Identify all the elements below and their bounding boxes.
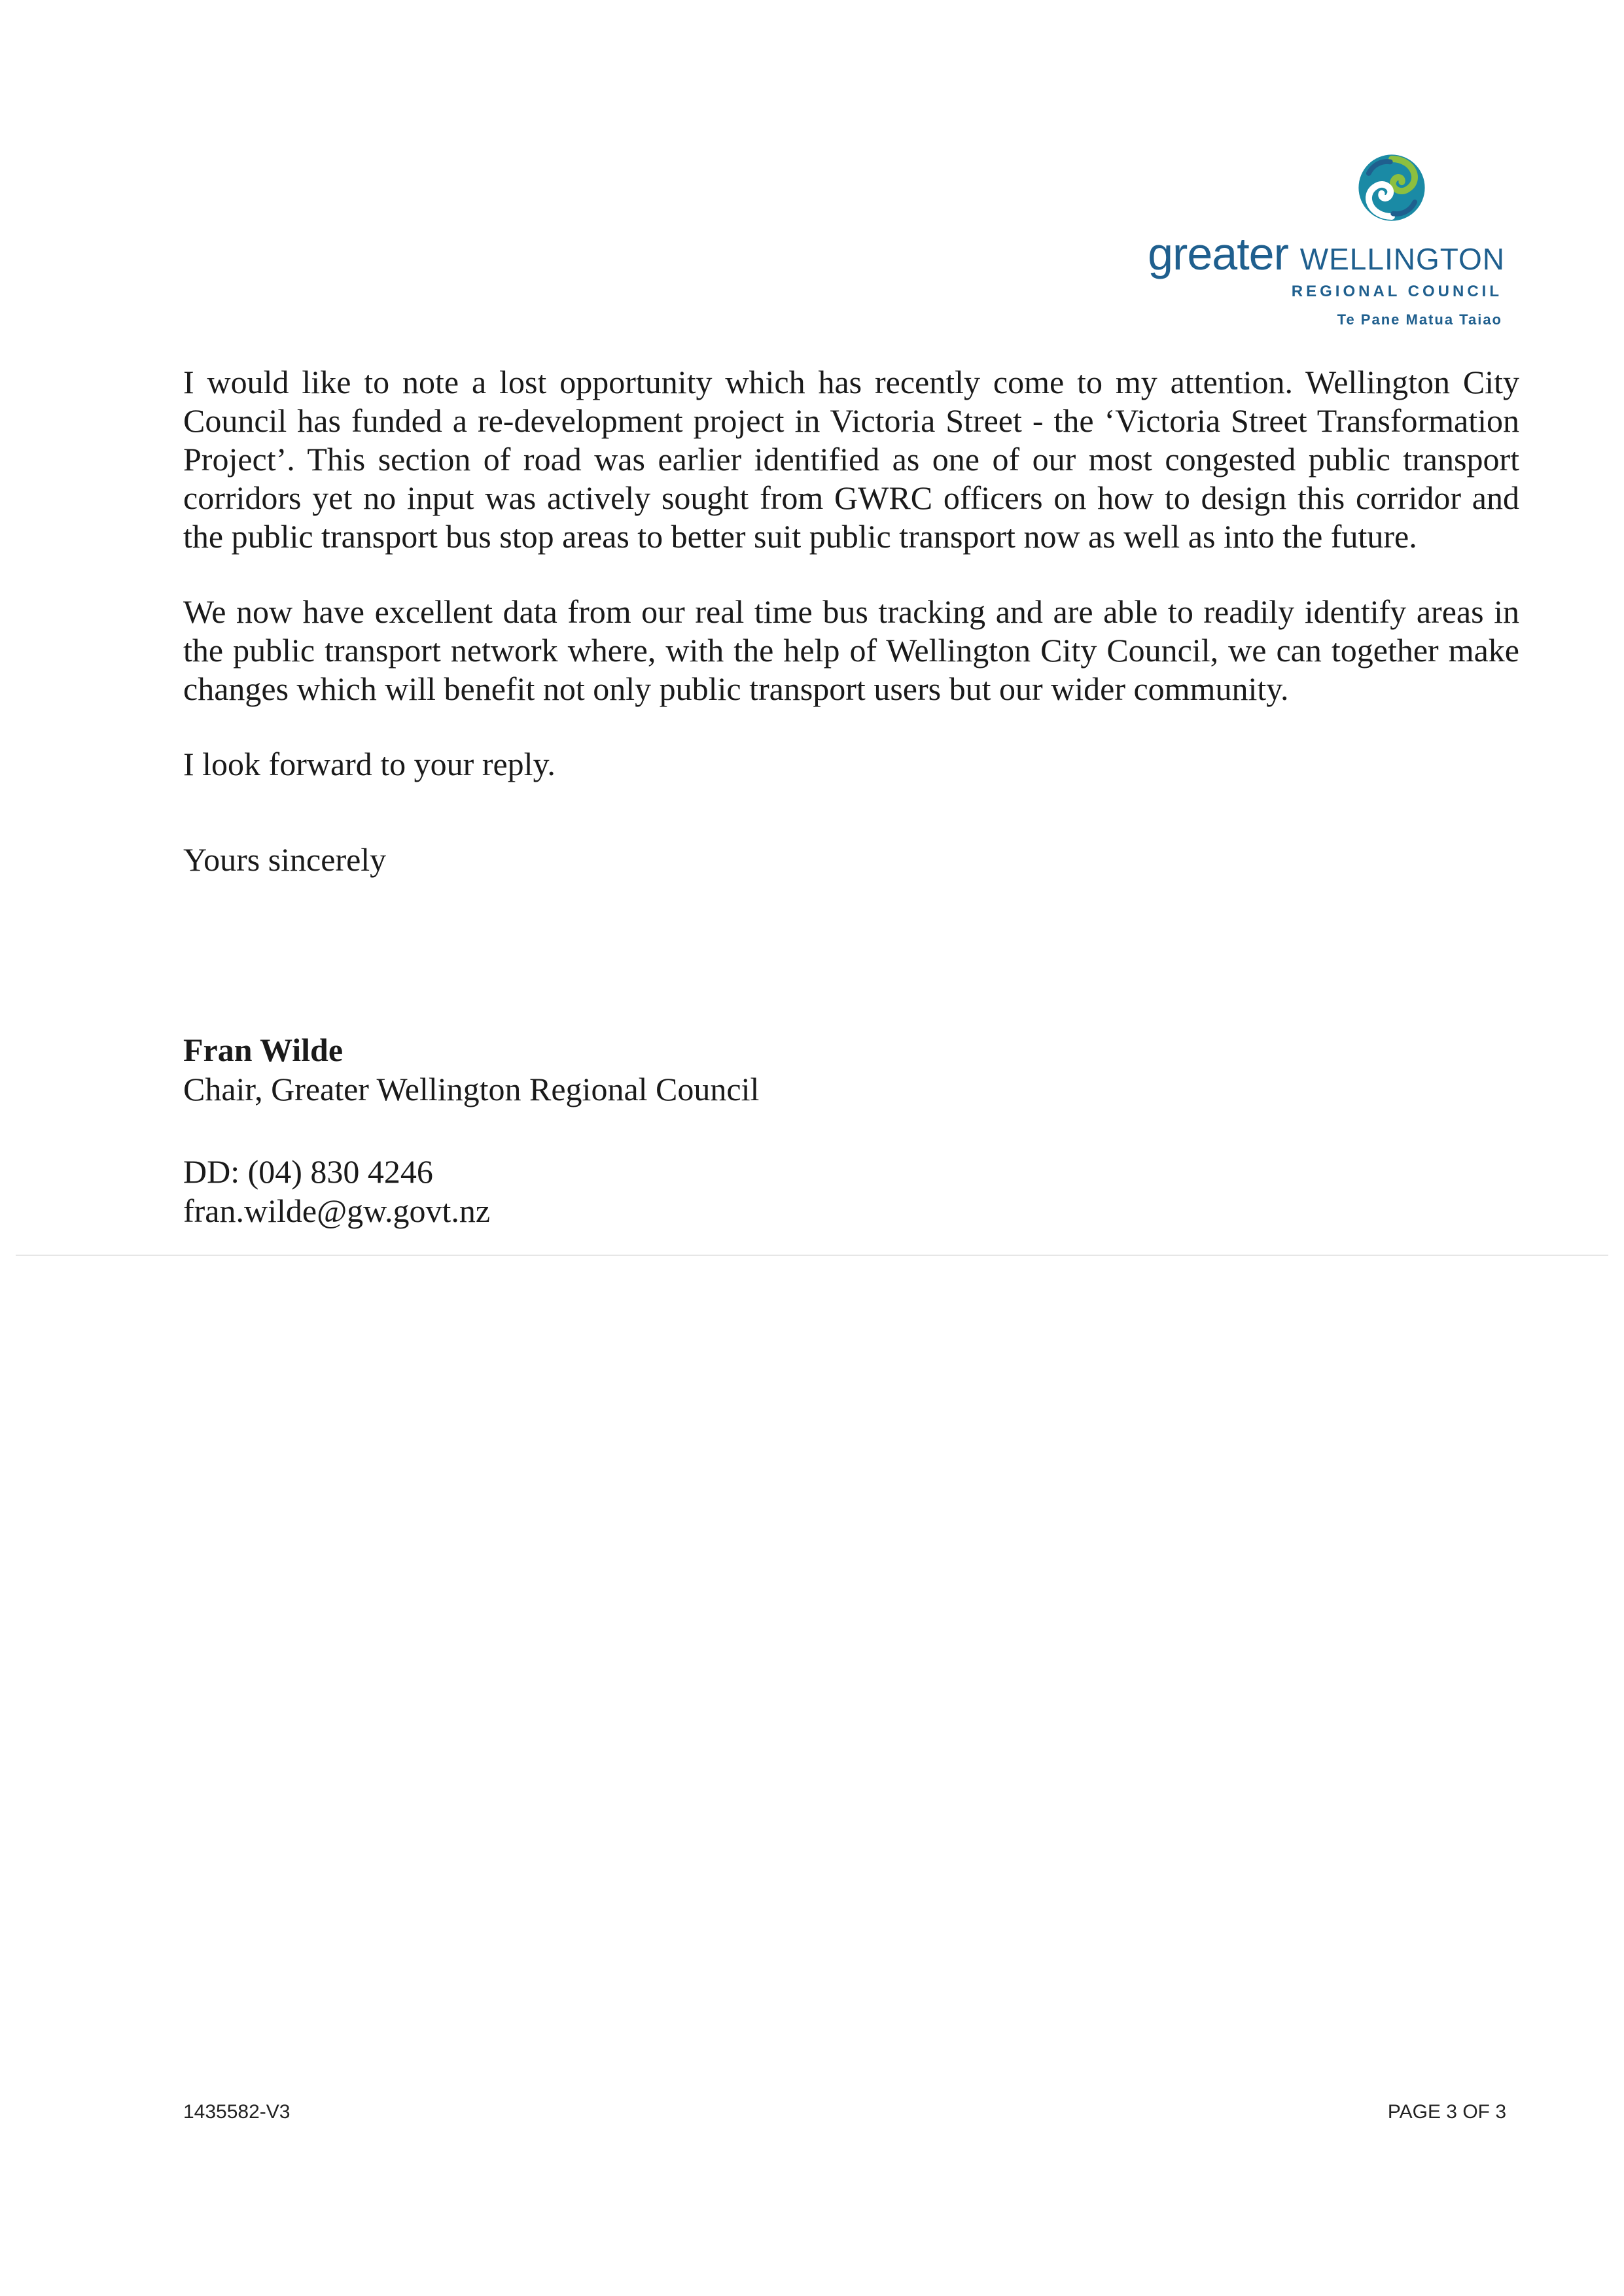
signatory-title: Chair, Greater Wellington Regional Council (183, 1071, 760, 1107)
signatory-name: Fran Wilde (183, 1032, 344, 1068)
body-paragraph: We now have excellent data from our real time bus tracking and are able to readily identify areas in the public transport network where, with the help of Wellington City Council, we can together make changes which will benefit not only public transport users but our wider community. (183, 593, 1519, 707)
logo-maori-name: Te Pane Matua Taiao (1337, 311, 1502, 328)
logo-wordmark (1148, 230, 1505, 283)
logo-word-wellington: WELLINGTON (1299, 242, 1505, 276)
closing-salutation: Yours sincerely (183, 841, 387, 878)
document-id: 1435582-V3 (183, 2101, 291, 2123)
signatory-phone: DD: (04) 830 4246 (183, 1153, 433, 1190)
gwrc-logo (1139, 152, 1505, 328)
gwrc-swirl-icon (1356, 152, 1428, 224)
page-number: PAGE 3 OF 3 (1387, 2101, 1506, 2123)
logo-regional-council: REGIONAL COUNCIL (1291, 283, 1502, 300)
body-paragraph: I look forward to your reply. (183, 746, 556, 782)
signatory-email: fran.wilde@gw.govt.nz (183, 1192, 491, 1229)
letter-body (183, 363, 1519, 784)
divider (16, 1255, 1608, 1256)
logo-word-greater: greater (1148, 228, 1288, 279)
body-paragraph: I would like to note a lost opportunity which has recently come to my attention. Wellington City Council has funded a re-development project in Victoria Street - the ‘Victoria Street Transformation Project’. This section of road was earlier identified as one of our most congested public transport corridors yet no input was actively sought from GWRC officers on how to design this corridor and the public transport bus stop areas to better suit public transport now as well as into the future. (183, 364, 1519, 555)
